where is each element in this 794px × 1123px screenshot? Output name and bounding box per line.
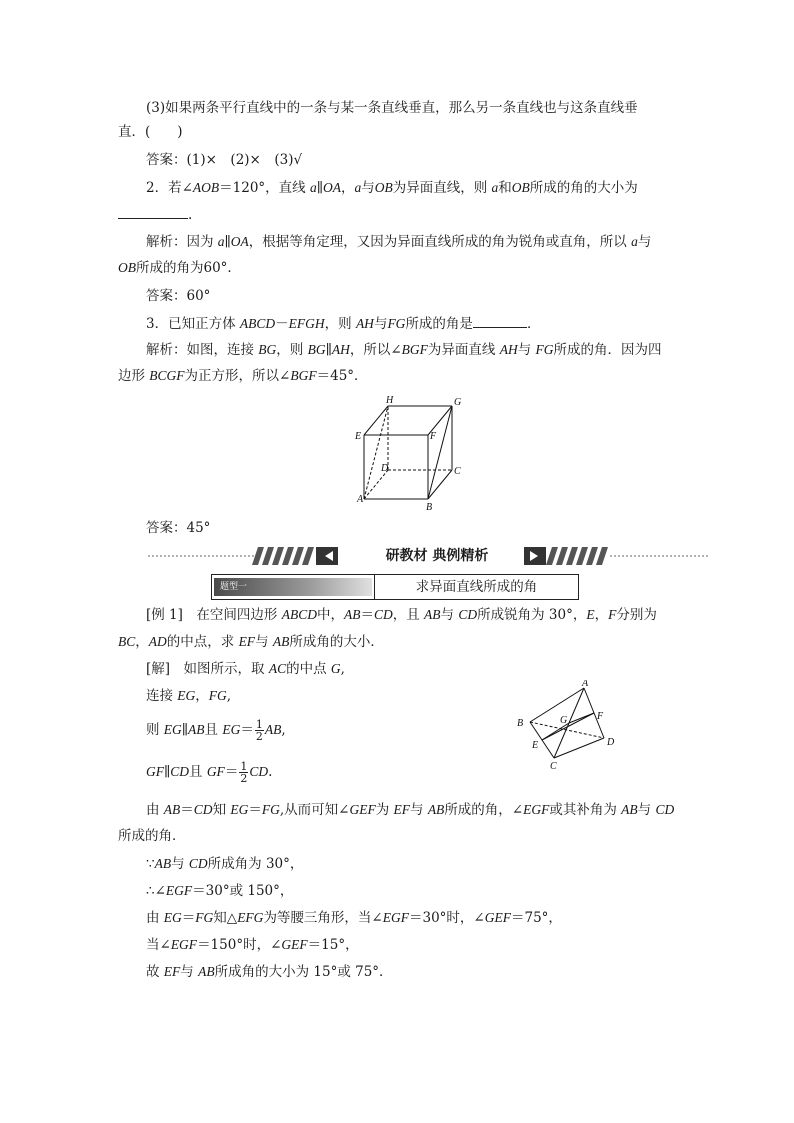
label-d: D — [607, 737, 615, 748]
label-a: A — [357, 494, 364, 505]
answer-3: 答案：45° — [146, 520, 211, 536]
solution-3-line1: 解析：如图，连接 BG，则 BG∥AH，所以∠BGF为异面直线 AH与 FG所成的角．因为四 — [146, 342, 662, 358]
solution-ex1-line1: [解] 如图所示，取 AC的中点 G, — [146, 661, 345, 677]
quadrilateral-figure — [508, 680, 628, 772]
edge-ab — [530, 688, 584, 722]
label-f: F — [430, 431, 437, 442]
solution-2-line2: OB所成的角为60°． — [118, 260, 241, 276]
topic-title: 求异面直线所成的角 — [415, 579, 538, 595]
label-b: B — [426, 502, 433, 513]
banner-hatch-left — [252, 547, 314, 565]
solution-ex1-line4: GF∥CD且 GF＝ $\frac{1}{2}$ CD. — [146, 760, 273, 785]
banner-hatch-right — [546, 547, 608, 565]
answer-1: 答案：(1)× (2)× (3)√ — [146, 152, 303, 168]
solution-ex1-line7: ∵AB与 CD所成角为 30°， — [146, 856, 304, 872]
label-c: C — [454, 466, 461, 477]
problem-2-line2: . — [118, 204, 192, 225]
label-g: G — [560, 715, 568, 726]
solution-ex1-line5: 由 AB＝CD知 EG＝FG,从而可知∠GEF为 EF与 AB所成的角，∠EGF或其补角为 AB与 CD — [146, 802, 675, 818]
topic-tag-bar — [214, 578, 372, 596]
cube-figure — [350, 392, 470, 514]
label-e: E — [355, 431, 362, 442]
example-1-line2: BC，AD的中点，求 EF与 AB所成角的大小． — [118, 634, 384, 650]
solution-2-line1: 解析：因为 a∥OA，根据等角定理，又因为异面直线所成的角为锐角或直角，所以 a与 — [146, 234, 652, 250]
topic-tag: 题型一 — [220, 582, 248, 592]
problem-3: 3．已知正方体 ABCD－EFGH，则 AH与FG所成的角是 ． — [146, 313, 540, 334]
q3-line2: 直．( ) — [118, 124, 183, 140]
answer-2: 答案：60° — [146, 288, 211, 304]
solution-3-line2: 边形 BCGF为正方形，所以∠BGF＝45°． — [118, 368, 368, 384]
problem-2-line1: 2．若∠AOB＝120°，直线 a∥OA，a与OB为异面直线，则 a和OB所成的角的大小为 — [146, 180, 638, 196]
label-c: C — [550, 761, 557, 772]
label-e: E — [532, 740, 539, 751]
label-d: D — [381, 463, 389, 474]
solution-ex1-line6: 所成的角． — [118, 828, 186, 844]
label-h: H — [386, 395, 394, 406]
solution-ex1-line11: 故 EF与 AB所成角的大小为 15°或 75°． — [146, 964, 393, 980]
fraction-half: $\frac{1}{2}$ — [240, 760, 248, 785]
label-a: A — [582, 680, 589, 689]
solution-ex1-line3: 则 EG∥AB且 EG＝ $\frac{1}{2}$ AB, — [146, 718, 286, 743]
edge-ad — [364, 470, 388, 499]
answer-blank — [118, 204, 188, 219]
example-1-line1: [例 1] 在空间四边形 ABCD中，AB＝CD，且 AB与 CD所成锐角为 30°，E，F分别为 — [146, 607, 657, 623]
topic-box — [211, 574, 579, 600]
solution-ex1-line8: ∴∠EGF＝30°或 150°， — [146, 883, 294, 899]
solution-ex1-line9: 由 EG＝FG知△EFG为等腰三角形，当∠EGF＝30°时，∠GEF＝75°， — [146, 910, 562, 926]
fraction-half: $\frac{1}{2}$ — [255, 718, 263, 743]
q3-line1: (3)如果两条平行直线中的一条与某一条直线垂直，那么另一条直线也与这条直线垂 — [146, 100, 638, 116]
answer-blank — [473, 313, 527, 328]
label-g: G — [454, 397, 462, 408]
label-b: B — [517, 718, 524, 729]
label-f: F — [597, 711, 604, 722]
banner-title: 研教材 典例精析 — [385, 548, 489, 564]
solution-ex1-line2: 连接 EG，FG, — [146, 688, 232, 704]
solution-ex1-line10: 当∠EGF＝150°时，∠GEF＝15°， — [146, 937, 359, 953]
